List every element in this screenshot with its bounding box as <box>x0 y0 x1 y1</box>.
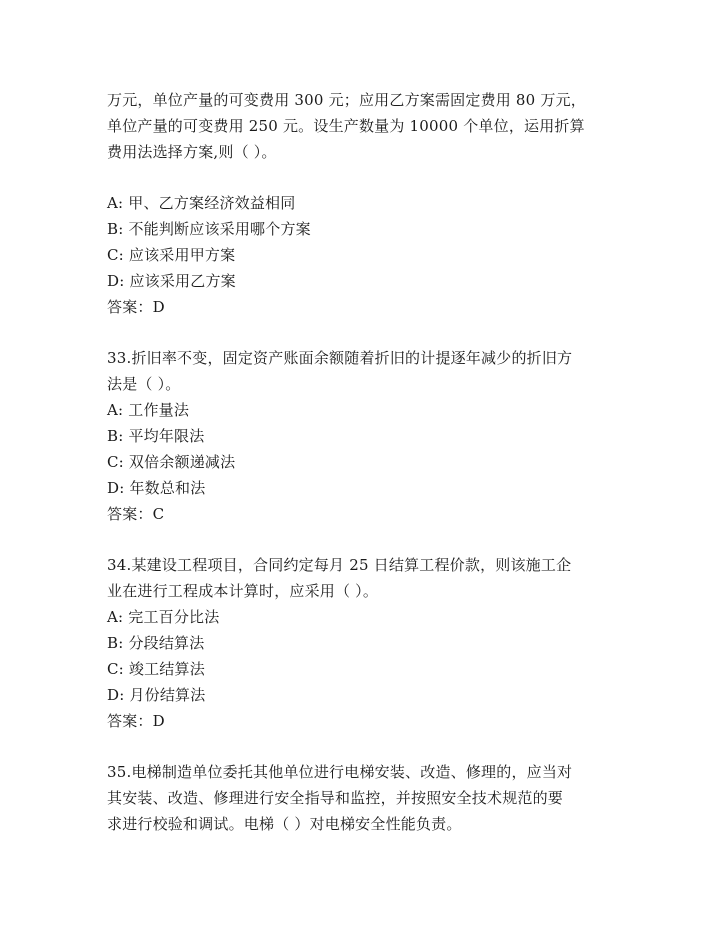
option-d: D: 月份结算法 <box>107 686 206 704</box>
option-c: C: 双倍余额递减法 <box>107 453 236 471</box>
option-b: B: 不能判断应该采用哪个方案 <box>107 220 311 238</box>
question-text-line: 求进行校验和调试。电梯（ ）对电梯安全性能负责。 <box>107 815 462 833</box>
question-text-line: 35.电梯制造单位委托其他单位进行电梯安装、改造、修理的，应当对 <box>107 763 573 781</box>
question-text-line: 33.折旧率不变，固定资产账面余额随着折旧的计提逐年减少的折旧方 <box>107 349 573 367</box>
answer-line: 答案：D <box>107 712 165 730</box>
question-text-line: 其安装、改造、修理进行安全指导和监控，并按照安全技术规范的要 <box>107 789 564 807</box>
option-b: B: 平均年限法 <box>107 427 205 445</box>
option-d: D: 应该采用乙方案 <box>107 272 236 290</box>
question-text-line: 费用法选择方案,则（ ）。 <box>107 143 277 161</box>
option-a: A: 工作量法 <box>107 401 190 419</box>
question-text-line: 万元，单位产量的可变费用 300 元；应用乙方案需固定费用 80 万元， <box>107 91 586 109</box>
option-d: D: 年数总和法 <box>107 479 206 497</box>
answer-line: 答案：C <box>107 505 165 523</box>
question-text-line: 34.某建设工程项目，合同约定每月 25 日结算工程价款，则该施工企 <box>107 556 572 574</box>
option-a: A: 甲、乙方案经济效益相同 <box>107 194 296 212</box>
question-text-line: 法是（ ）。 <box>107 375 181 393</box>
option-a: A: 完工百分比法 <box>107 608 220 626</box>
answer-line: 答案：D <box>107 298 165 316</box>
option-c: C: 竣工结算法 <box>107 660 205 678</box>
option-b: B: 分段结算法 <box>107 634 205 652</box>
question-text-line: 业在进行工程成本计算时，应采用（ ）。 <box>107 582 379 600</box>
option-c: C: 应该采用甲方案 <box>107 246 236 264</box>
question-text-line: 单位产量的可变费用 250 元。设生产数量为 10000 个单位，运用折算 <box>107 117 585 135</box>
